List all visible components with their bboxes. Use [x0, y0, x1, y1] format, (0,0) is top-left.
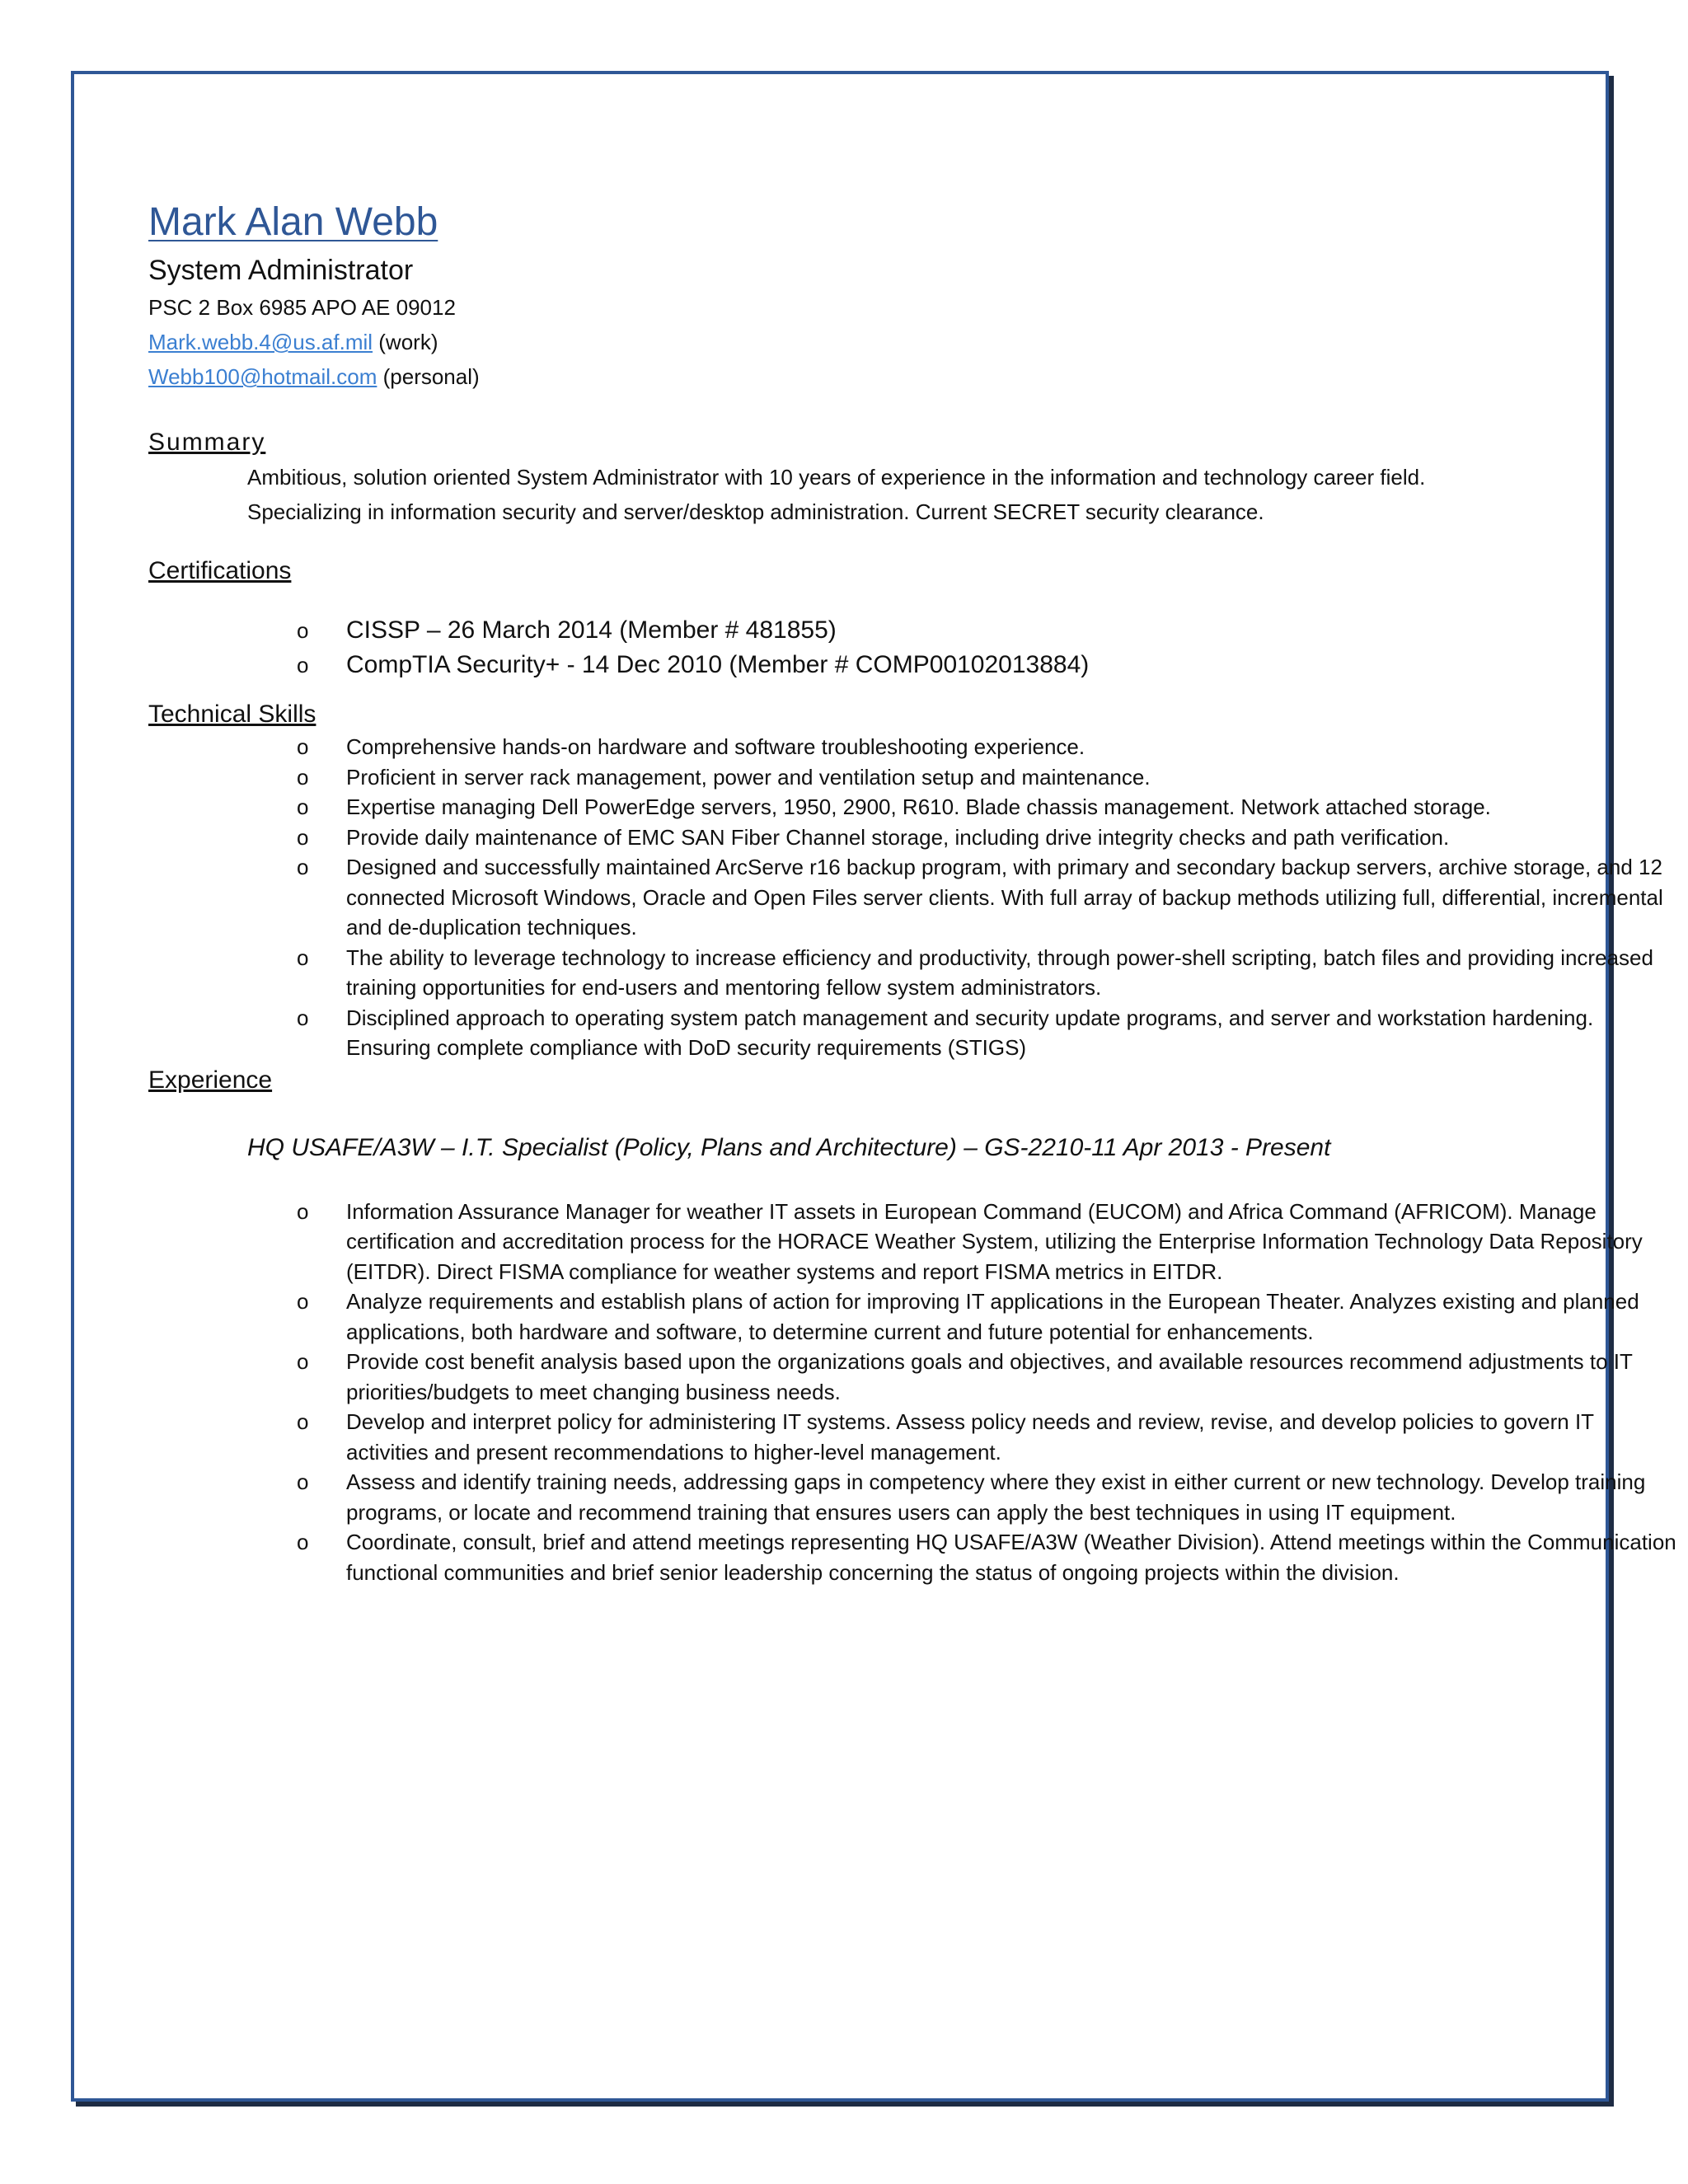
- job-title: System Administrator: [148, 255, 414, 286]
- bullet-marker: o: [297, 764, 309, 790]
- list-item: o Provide cost benefit analysis based upon the organizations goals and objectives, and available resources recommend adjustments to IT priorities/budgets to meet changing business needs.: [148, 1347, 1681, 1407]
- list-item: o Develop and interpret policy for administering IT systems. Assess policy needs and review, revise, and develop policies to govern IT activities and present recommendations to higher-level management.: [148, 1407, 1681, 1467]
- list-item: o Assess and identify training needs, addressing gaps in competency where they exist in either current or new technology. Develop training programs, or locate and recommend training that ensures users can apply the best techniques in using IT equipment.: [148, 1467, 1681, 1527]
- list-item: o Information Assurance Manager for weather IT assets in European Command (EUCOM) and Africa Command (AFRICOM). Manage certification and accreditation process for the HORACE Weather System, utilizing the Enterprise Information Technology Data Repository (EITDR). Direct FISMA compliance for weather systems and report FISMA metrics in EITDR.: [148, 1197, 1681, 1287]
- personal-email-link[interactable]: Webb100@hotmail.com: [148, 364, 377, 389]
- bullet-marker: o: [297, 1289, 309, 1314]
- summary-text: Ambitious, solution oriented System Administrator with 10 years of experience in the information and technology career field. Specializing in information security and server/desktop administration. Current SECRET security clearance.: [247, 465, 1426, 524]
- list-item: o Provide daily maintenance of EMC SAN Fiber Channel storage, including drive integrity checks and path verification.: [148, 823, 1681, 853]
- bullet-marker: o: [297, 794, 309, 819]
- list-item: o Expertise managing Dell PowerEdge servers, 1950, 2900, R610. Blade chassis management. Network attached storage.: [148, 792, 1681, 823]
- bullet-marker: o: [297, 1198, 309, 1224]
- bullet-marker: o: [297, 1005, 309, 1030]
- work-email-line: [148, 325, 1550, 359]
- bullet-marker: o: [297, 1409, 309, 1434]
- work-email-label: (work): [373, 330, 438, 354]
- address: PSC 2 Box 6985 APO AE 09012: [148, 295, 456, 320]
- certifications-list: [148, 613, 1550, 682]
- resume-content: [148, 198, 1676, 1587]
- list-item: o CISSP – 26 March 2014 (Member # 481855): [148, 613, 1681, 648]
- personal-email-line: [148, 359, 1550, 394]
- list-item: o Coordinate, consult, brief and attend meetings representing HQ USAFE/A3W (Weather Division). Attend meetings within the Communication functional communities and brief senior leadership concerning the status of ongoing projects within the division.: [148, 1527, 1681, 1587]
- list-item: o The ability to leverage technology to increase efficiency and productivity, through power-shell scripting, batch files and providing increased training opportunities for end-users and mentoring fellow system administrators.: [148, 943, 1681, 1003]
- list-item: o Analyze requirements and establish plans of action for improving IT applications in the European Theater. Analyzes existing and planned applications, both hardware and software, to determine current and future potential for enhancements.: [148, 1286, 1681, 1347]
- certifications-heading: Certifications: [148, 557, 292, 584]
- bullet-marker: o: [297, 618, 309, 643]
- list-item: o Proficient in server rack management, power and ventilation setup and maintenance.: [148, 762, 1681, 793]
- bullet-marker: o: [297, 855, 309, 879]
- bullet-marker: o: [297, 1530, 309, 1554]
- bullet-marker: o: [297, 824, 309, 850]
- bullet-marker: o: [297, 1469, 309, 1494]
- personal-email-label: (personal): [377, 364, 480, 389]
- experience-list: [148, 1197, 1676, 1588]
- bullet-marker: o: [297, 944, 309, 970]
- work-email-link[interactable]: Mark.webb.4@us.af.mil: [148, 330, 373, 354]
- position-title: HQ USAFE/A3W – I.T. Specialist (Policy, Plans and Architecture) – GS-2210-11 Apr 2013 - Present: [247, 1133, 1331, 1161]
- list-item: o Comprehensive hands-on hardware and software troubleshooting experience.: [148, 732, 1681, 762]
- list-item: o CompTIA Security+ - 14 Dec 2010 (Member # COMP00102013884): [148, 648, 1681, 682]
- skills-list: [148, 732, 1663, 1063]
- list-item: o Designed and successfully maintained ArcServe r16 backup program, with primary and secondary backup servers, archive storage, and 12 connected Microsoft Windows, Oracle and Open Files server clients. With full array of backup methods utilizing full, differential, incremental and de-duplication techniques.: [148, 852, 1681, 943]
- bullet-marker: o: [297, 653, 309, 677]
- experience-heading: Experience: [148, 1066, 273, 1094]
- list-item: o Disciplined approach to operating system patch management and security update programs, and server and workstation hardening. Ensuring complete compliance with DoD security requirements (STIGS): [148, 1003, 1681, 1063]
- technical-skills-heading: Technical Skills: [148, 701, 316, 728]
- resume-name: Mark Alan Webb: [148, 200, 438, 244]
- bullet-marker: o: [297, 1349, 309, 1374]
- bullet-marker: o: [297, 734, 309, 759]
- summary-heading: Summary: [148, 429, 266, 456]
